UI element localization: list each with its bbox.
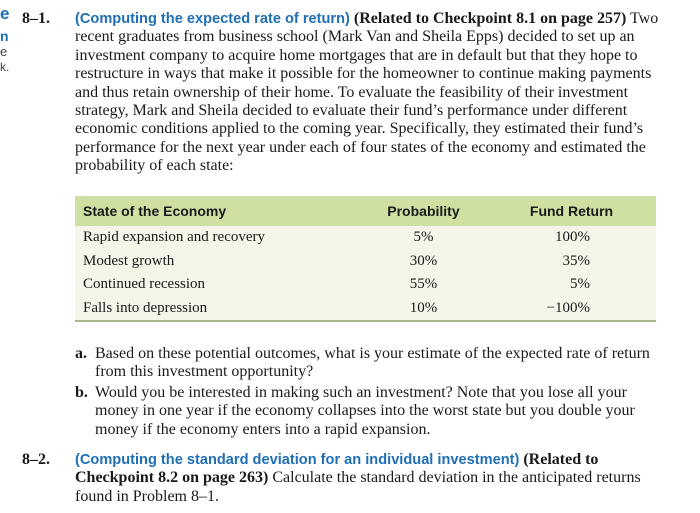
table-row <box>75 250 656 274</box>
return-cell: 5% <box>487 273 656 297</box>
table-header-row <box>75 196 656 226</box>
margin-fragment: e <box>0 4 10 23</box>
problem-heading: (Computing the standard deviation for an individual investment) <box>75 452 520 468</box>
subquestion-text: Based on these potential outcomes, what is your estimate of the expected rate of return from this investment opportunity? <box>95 345 650 381</box>
subquestions <box>75 345 660 441</box>
table-row <box>75 297 656 322</box>
return-cell: −100% <box>487 297 656 322</box>
margin-fragment: n <box>0 28 9 44</box>
margin-fragment: k. <box>0 60 10 74</box>
return-cell: 35% <box>487 250 656 274</box>
table-row <box>75 273 656 297</box>
margin-fragment: e <box>0 44 8 59</box>
problem-reference: (Related to Checkpoint 8.1 on page 257) <box>353 10 627 27</box>
economy-states-table <box>75 196 656 322</box>
return-cell: 100% <box>487 226 656 250</box>
probability-cell: 5% <box>360 226 487 250</box>
subquestion-label: b. <box>75 383 88 401</box>
header-probability: Probability <box>360 196 487 226</box>
subquestion-a <box>75 345 660 382</box>
problem-body <box>75 10 662 176</box>
subquestion-text: Would you be interested in making such an investment? Note that you lose all your money in one year if the economy collapses into the worst state but you double your money if the economy enters into a rapid expansion. <box>95 383 635 438</box>
state-cell: Rapid expansion and recovery <box>75 226 360 250</box>
state-cell: Falls into depression <box>75 297 360 322</box>
problem-8-2 <box>22 451 662 506</box>
probability-cell: 10% <box>360 297 487 322</box>
problem-body <box>75 451 662 506</box>
subquestion-label: a. <box>75 345 87 362</box>
probability-cell: 30% <box>360 250 487 274</box>
problem-number: 8–1. <box>22 10 50 27</box>
problem-heading: (Computing the expected rate of return) <box>75 11 350 27</box>
problem-reference: (Related to Checkpoint 8.2 on page 263) <box>75 451 599 487</box>
problem-text: Two recent graduates from business school (Mark Van and Sheila Epps) decided to set up an investment company to acquire home mortgages that are in default but that they hope to restructure in ways that make it possible for the homeowner to continue making payments and thus retain ownership of their home. To evaluate the feasibility of their investment strategy, Mark and Sheila decided to evaluate their fund’s performance under different economic conditions applied to the coming year. Specifically, they estimated their fund’s performance for the next year under each of four states of the economy and estimated the probability of each state: <box>75 10 659 175</box>
probability-cell: 55% <box>360 273 487 297</box>
state-cell: Continued recession <box>75 273 360 297</box>
problem-text: Calculate the standard deviation in the anticipated returns found in Problem 8–1. <box>75 469 641 505</box>
header-state: State of the Economy <box>75 196 360 226</box>
state-cell: Modest growth <box>75 250 360 274</box>
problem-number: 8–2. <box>22 451 50 468</box>
subquestion-b <box>75 384 660 439</box>
header-fund-return: Fund Return <box>487 196 656 226</box>
problem-8-1 <box>22 10 662 176</box>
table-row <box>75 226 656 250</box>
